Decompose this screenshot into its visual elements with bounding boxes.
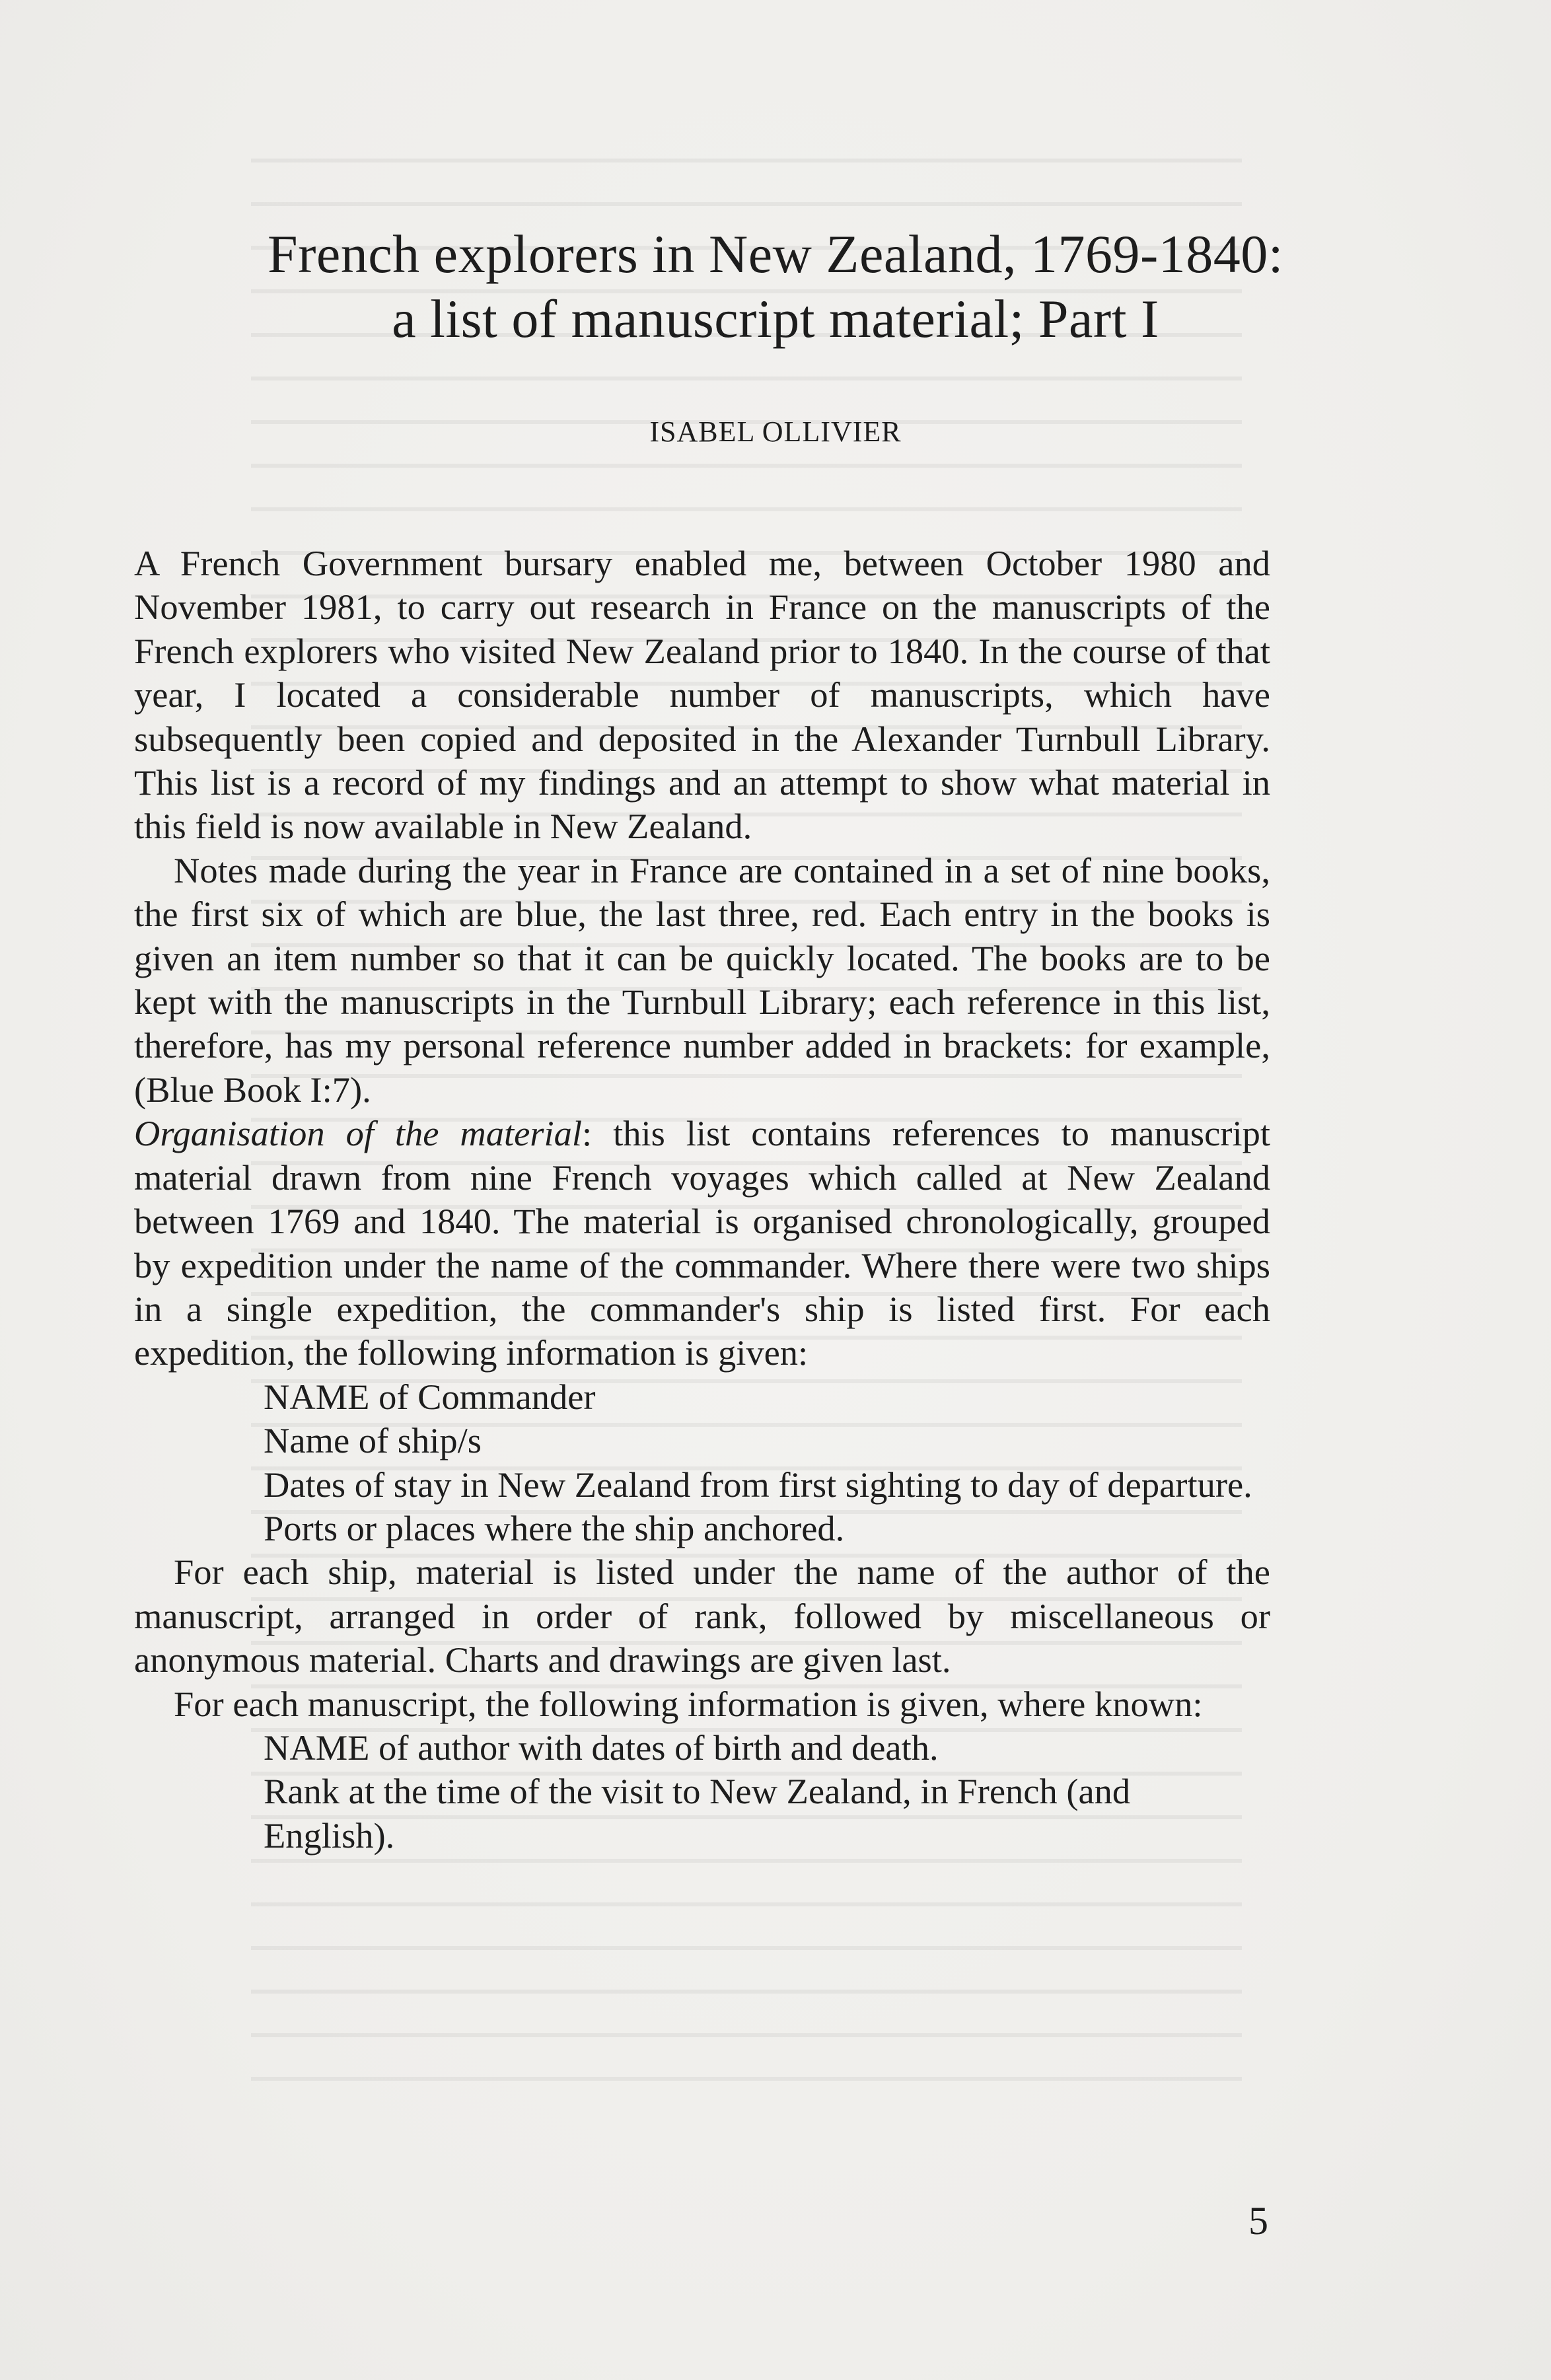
article-body bbox=[134, 542, 1270, 1857]
manuscript-info-list bbox=[264, 1726, 1270, 1857]
list-item: Dates of stay in New Zealand from first sighting to day of departure. bbox=[264, 1464, 1252, 1505]
title-line-2: a list of manuscript material; Part I bbox=[392, 289, 1159, 349]
list-item-text: of Commander bbox=[369, 1376, 596, 1417]
organisation-heading: Organisation of the material bbox=[134, 1113, 583, 1154]
list-item bbox=[264, 1419, 1270, 1462]
list-item bbox=[264, 1726, 1270, 1770]
paragraph-notes: Notes made during the year in France are contained in a set of nine books, the first six of which are blue, the last three, red. Each entry in the books is given an item number so that it can be quickly located. The books are to be kept with the manuscripts in the Turnbull Library; each reference in this list, therefore, has my personal reference number added in brackets: for example, (Blue Book I:7). bbox=[134, 849, 1270, 1110]
name-italic: Name bbox=[264, 1420, 350, 1461]
list-item: Rank at the time of the visit to New Zealand, in French (and English). bbox=[264, 1771, 1131, 1856]
list-item-text: of author with dates of birth and death. bbox=[369, 1727, 939, 1768]
title-line-1: French explorers in New Zealand, 1769-1840: bbox=[267, 224, 1284, 284]
paragraph-organisation bbox=[134, 1112, 1270, 1375]
page-number: 5 bbox=[1248, 2199, 1268, 2243]
name-small-caps: NAME bbox=[264, 1727, 370, 1768]
author-name: ISABEL OLLIVIER bbox=[649, 415, 902, 448]
paragraph-manuscript-info: For each manuscript, the following information is given, where known: bbox=[174, 1683, 1203, 1724]
list-item bbox=[264, 1375, 1270, 1419]
list-item: Ports or places where the ship anchored. bbox=[264, 1507, 845, 1548]
list-item-text: of ship/s bbox=[349, 1420, 482, 1461]
paragraph-intro: A French Government bursary enabled me, between October 1980 and November 1981, to carry out research in France on the manuscripts of the French explorers who visited New Zealand prior to 1840. In the course of that year, I located a considerable number of manuscripts, which have subsequently been copied and deposited in the Alexander Turnbull Library. This list is a record of my findings and an attempt to show what material in this field is now available in New Zealand. bbox=[134, 543, 1270, 847]
paragraph-ship-material: For each ship, material is listed under the name of the author of the manuscript, arranged in order of rank, followed by miscellaneous or anonymous material. Charts and drawings are given last. bbox=[134, 1552, 1270, 1680]
name-small-caps: NAME bbox=[264, 1376, 370, 1417]
expedition-info-list bbox=[264, 1375, 1270, 1551]
organisation-text: : this list contains references to manuscript material drawn from nine French voyages which called at New Zealand between 1769 and 1840. The material is organised chronologically, grouped by expedition under the name of the commander. Where there were two ships in a single expedition, the commander's ship is listed first. For each expedition, the following information is given: bbox=[134, 1113, 1270, 1373]
